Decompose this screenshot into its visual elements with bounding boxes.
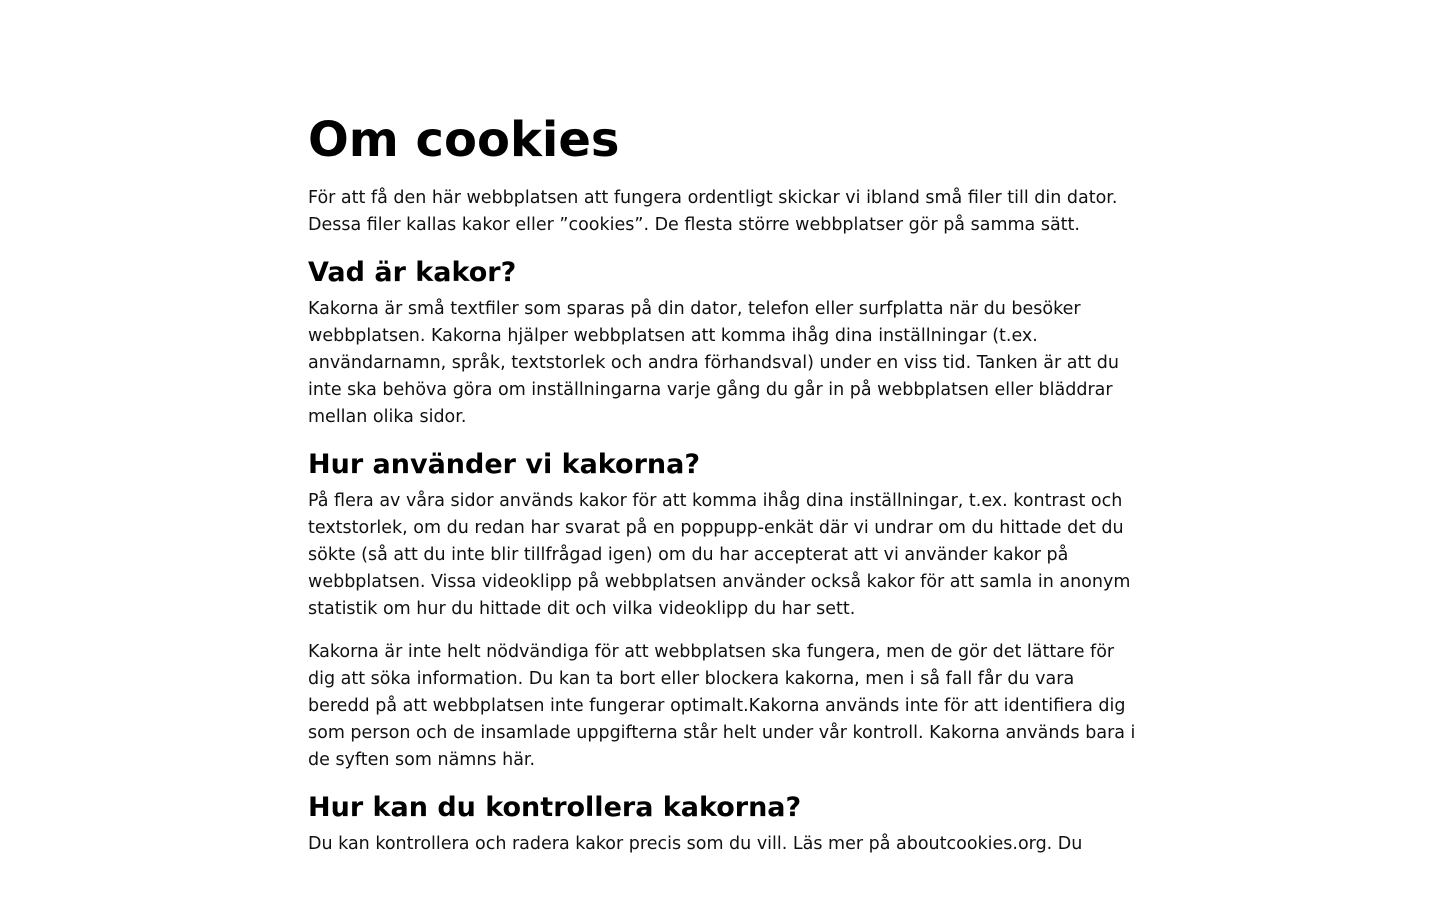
page-title: Om cookies [308, 112, 620, 168]
section-heading: Vad är kakor? [308, 257, 517, 288]
section-heading: Hur använder vi kakorna? [308, 449, 701, 480]
section-what-are-cookies [308, 255, 1138, 431]
cookie-policy-article [308, 110, 1138, 874]
intro-paragraph: För att få den här webbplatsen att fungera ordentligt skickar vi ibland små filer till din dator. Dessa filer kallas kakor eller ”cookies”. De flesta större webbplatser gör på samma sätt. [308, 188, 1118, 235]
section-how-we-use-cookies [308, 447, 1138, 774]
section-paragraph: Du kan kontrollera och radera kakor precis som du vill. Läs mer på aboutcookies.org. Du [308, 834, 1083, 854]
section-paragraph: Kakorna är små textfiler som sparas på din dator, telefon eller surfplatta när du besöker webbplatsen. Kakorna hjälper webbplatsen att komma ihåg dina inställningar (t.ex. användarnamn, språk, textstorlek och andra förhandsval) under en viss tid. Tanken är att du inte ska behöva göra om inställningarna varje gång du går in på webbplatsen eller bläddrar mellan olika sidor. [308, 299, 1119, 427]
section-paragraph: På flera av våra sidor används kakor för att komma ihåg dina inställningar, t.ex. kontrast och textstorlek, om du redan har svarat på en poppupp-enkät där vi undrar om du hittade det du sökte (så att du inte blir tillfrågad igen) om du har accepterat att vi använder kakor på webbplatsen. Vissa videoklipp på webbplatsen använder också kakor för att samla in anonym statistik om hur du hittade dit och vilka videoklipp du har sett. [308, 491, 1131, 619]
section-paragraph: Kakorna är inte helt nödvändiga för att webbplatsen ska fungera, men de gör det lättare för dig att söka information. Du kan ta bort eller blockera kakorna, men i så fall får du vara beredd på att webbplatsen inte fungerar optimalt.Kakorna används inte för att identifiera dig som person och de insamlade uppgifterna står helt under vår kontroll. Kakorna används bara i de syften som nämns här. [308, 642, 1136, 770]
section-heading: Hur kan du kontrollera kakorna? [308, 792, 802, 823]
section-control-cookies [308, 790, 1138, 858]
